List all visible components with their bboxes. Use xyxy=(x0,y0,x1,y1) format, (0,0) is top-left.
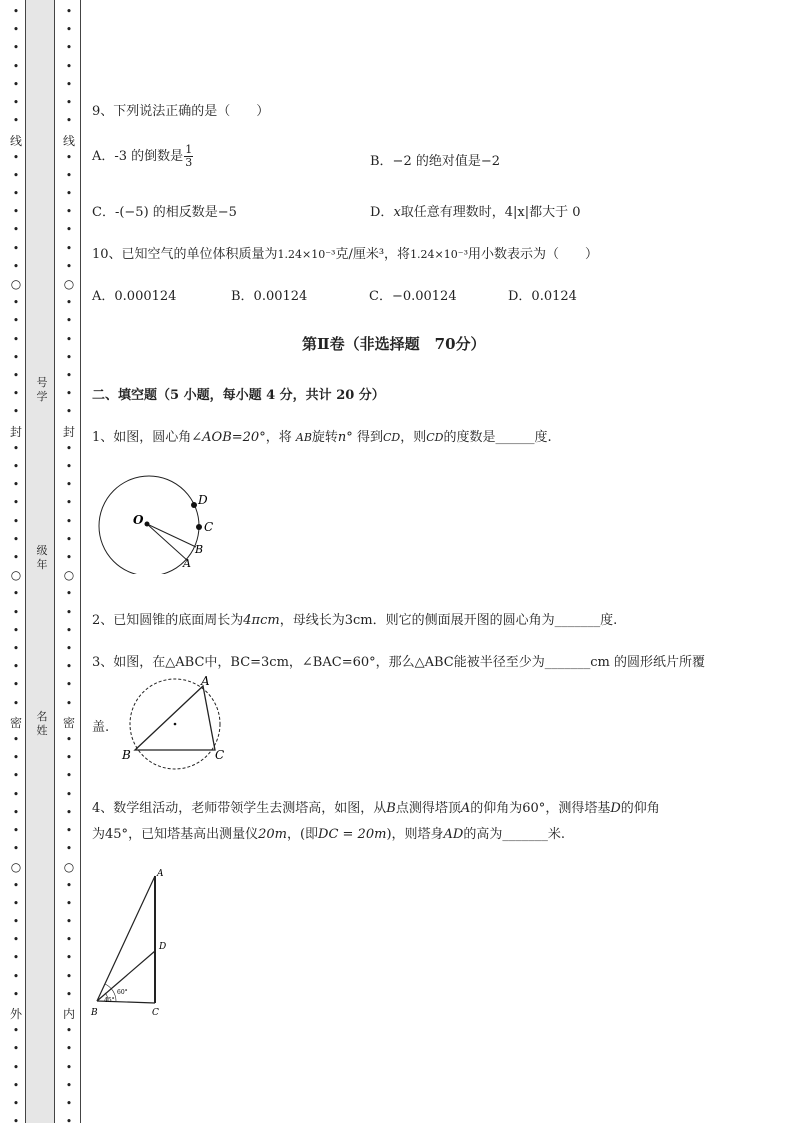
margin-label-char: 学 xyxy=(36,390,48,403)
question-10-option-d: D．0.0124 xyxy=(508,289,577,304)
margin-dot: • xyxy=(65,5,73,18)
margin-dot: • xyxy=(65,551,73,564)
label-c: C xyxy=(204,520,214,534)
margin-dot: • xyxy=(65,605,73,619)
tower-figure xyxy=(88,865,170,1020)
margin-dot: • xyxy=(12,387,20,401)
margin-dot: • xyxy=(12,660,20,674)
margin-label-char: 姓 xyxy=(36,724,48,737)
margin-dot: • xyxy=(12,587,20,601)
outer-seal-char: 封 xyxy=(9,425,22,439)
margin-dot: • xyxy=(12,314,20,328)
margin-dot: • xyxy=(65,296,73,310)
margin-dot: • xyxy=(65,1042,73,1056)
circle-figure xyxy=(95,474,225,574)
label-angle-60: 60° xyxy=(117,989,128,996)
margin-dot: • xyxy=(65,205,73,219)
margin-dot: • xyxy=(12,623,20,637)
circumcenter xyxy=(174,723,177,726)
margin-dot: • xyxy=(12,350,20,364)
question-9-option-d: D．x取任意有理数时，4|x|都大于 0 xyxy=(370,205,581,220)
margin-dot: • xyxy=(12,296,20,310)
label-o: O xyxy=(133,513,144,527)
label-b: B xyxy=(122,748,131,762)
margin-dot: • xyxy=(12,787,20,801)
margin-dot: • xyxy=(12,259,20,273)
margin-dot: • xyxy=(65,623,73,637)
margin-dot: • xyxy=(65,751,73,765)
fill-1-stem: 1、如图，圆心角∠AOB=20°，将 AB旋转n° 得到CD，则CD的度数是______度. xyxy=(92,430,552,445)
margin-dot: • xyxy=(12,551,20,564)
margin-dot: • xyxy=(65,642,73,655)
margin-dot: • xyxy=(65,951,73,965)
outer-seal-char: 线 xyxy=(9,134,22,148)
margin-dot: • xyxy=(12,1115,20,1129)
margin-dot: • xyxy=(65,41,73,55)
margin-dot: • xyxy=(65,114,73,128)
margin-dot: • xyxy=(12,915,20,928)
inner-seal-char: ○ xyxy=(63,860,75,874)
margin-dot: • xyxy=(65,369,73,382)
arc-cd: CD xyxy=(426,431,444,444)
margin-dot: • xyxy=(12,1042,20,1056)
margin-border-mid xyxy=(54,0,55,1123)
margin-dot: • xyxy=(65,514,73,528)
margin-dot: • xyxy=(65,332,73,346)
grade-label xyxy=(34,544,50,572)
margin-dot: • xyxy=(12,514,20,528)
label-a: A xyxy=(201,674,210,688)
fill-in-section-heading: 二、填空题（5 小题，每小题 4 分，共计 20 分） xyxy=(92,388,385,403)
inner-seal-char: 密 xyxy=(62,716,75,730)
margin-dot: • xyxy=(12,496,20,510)
question-10-option-c: C．−0.00124 xyxy=(369,289,457,304)
fill-4-stem-line2: 为45°，已知塔基高出测量仪20m，(即DC = 20m)，则塔身AD的高为_______米. xyxy=(92,827,565,842)
margin-dot: • xyxy=(65,678,73,692)
margin-dot: • xyxy=(12,59,20,73)
margin-dot: • xyxy=(12,114,20,128)
question-9-option-c: C．-(−5) 的相反数是−5 xyxy=(92,205,237,220)
point-c xyxy=(196,524,202,530)
margin-dot: • xyxy=(12,77,20,91)
margin-dot: • xyxy=(12,369,20,382)
margin-dot: • xyxy=(65,441,73,455)
margin-dot: • xyxy=(65,842,73,856)
margin-dot: • xyxy=(65,933,73,947)
label-d: D xyxy=(198,493,208,507)
margin-dot: • xyxy=(65,314,73,328)
question-9-stem: 9、下列说法正确的是（ ） xyxy=(92,104,270,119)
margin-label-char: 名 xyxy=(36,710,48,723)
margin-dot: • xyxy=(65,769,73,783)
margin-dot: • xyxy=(12,933,20,947)
margin-dot: • xyxy=(12,696,20,710)
margin-dot: • xyxy=(65,587,73,601)
margin-dot: • xyxy=(65,478,73,492)
margin-dot: • xyxy=(65,660,73,674)
margin-dot: • xyxy=(65,915,73,928)
margin-dot: • xyxy=(12,1024,20,1038)
margin-dot: • xyxy=(12,1078,20,1092)
margin-dot: • xyxy=(65,187,73,200)
margin-dot: • xyxy=(65,241,73,255)
label-c: C xyxy=(215,748,225,762)
fraction-one-third: $\frac{1}{3}$ xyxy=(185,143,193,169)
inner-seal-char: 封 xyxy=(62,425,75,439)
margin-dot: • xyxy=(12,605,20,619)
question-9-option-a: A．-3 的倒数是 $\frac{1}{3}$ xyxy=(92,143,193,169)
outer-seal-char: ○ xyxy=(10,860,22,874)
margin-dot: • xyxy=(12,878,20,892)
margin-dot: • xyxy=(65,896,73,910)
margin-dot: • xyxy=(65,969,73,983)
margin-dot: • xyxy=(12,5,20,18)
radius-ob xyxy=(147,524,196,547)
fill-2-stem: 2、已知圆锥的底面周长为4πcm，母线长为3cm．则它的侧面展开图的圆心角为_______度. xyxy=(92,613,618,628)
margin-dot: • xyxy=(12,460,20,473)
label-angle-45: 45° xyxy=(104,997,115,1004)
margin-dot: • xyxy=(12,223,20,237)
question-10-option-a: A．0.000124 xyxy=(92,289,177,304)
margin-border-inner xyxy=(80,0,81,1123)
outer-seal-char: 外 xyxy=(9,1007,22,1021)
inner-seal-char: ○ xyxy=(63,568,75,582)
margin-dot: • xyxy=(65,77,73,91)
label-d: D xyxy=(159,942,167,952)
margin-dot: • xyxy=(65,460,73,473)
margin-dot: • xyxy=(65,150,73,164)
margin-dot: • xyxy=(12,205,20,219)
question-10-stem: 10、已知空气的单位体积质量为1.24×10⁻³克/厘米³，将1.24×10⁻³用小数表示为（ ） xyxy=(92,247,598,262)
margin-dot: • xyxy=(12,532,20,546)
fill-3-stem-line1: 3、如图，在△ABC中，BC=3cm，∠BAC=60°，那么△ABC能被半径至少为_______cm 的圆形纸片所覆 xyxy=(92,655,705,670)
margin-dot: • xyxy=(12,805,20,819)
margin-dot: • xyxy=(65,824,73,837)
margin-dot: • xyxy=(12,642,20,655)
margin-dot: • xyxy=(12,187,20,200)
margin-dot: • xyxy=(12,1097,20,1110)
margin-dot: • xyxy=(65,59,73,73)
margin-dot: • xyxy=(65,387,73,401)
margin-dot: • xyxy=(65,1115,73,1129)
margin-dot: • xyxy=(65,805,73,819)
margin-dot: • xyxy=(65,1060,73,1074)
center-point-o xyxy=(145,522,150,527)
radius-oa xyxy=(147,524,188,561)
margin-dot: • xyxy=(65,987,73,1001)
margin-dot: • xyxy=(65,23,73,37)
margin-dot: • xyxy=(65,1024,73,1038)
margin-dot: • xyxy=(12,41,20,55)
margin-dot: • xyxy=(12,969,20,983)
part-2-title: 第Ⅱ卷（非选择题 70分） xyxy=(302,335,486,353)
triangle-in-circle-figure xyxy=(117,672,229,772)
label-a: A xyxy=(183,557,191,570)
margin-dot: • xyxy=(12,23,20,37)
margin-dot: • xyxy=(12,150,20,164)
margin-label-char: 级 xyxy=(36,544,48,557)
question-9-option-b: B．−2 的绝对值是−2 xyxy=(370,154,501,169)
margin-dot: • xyxy=(65,496,73,510)
margin-dot: • xyxy=(65,168,73,182)
outer-seal-char: ○ xyxy=(10,277,22,291)
margin-dot: • xyxy=(12,769,20,783)
margin-dot: • xyxy=(65,259,73,273)
margin-dot: • xyxy=(12,441,20,455)
point-d xyxy=(191,502,197,508)
margin-dot: • xyxy=(65,1078,73,1092)
outer-seal-char: 密 xyxy=(9,716,22,730)
margin-dot: • xyxy=(12,733,20,746)
margin-dot: • xyxy=(65,350,73,364)
name-label xyxy=(34,710,50,738)
margin-dot: • xyxy=(12,241,20,255)
margin-dot: • xyxy=(12,824,20,837)
margin-dot: • xyxy=(65,532,73,546)
label-a: A xyxy=(157,869,164,879)
margin-dot: • xyxy=(12,478,20,492)
label-c: C xyxy=(152,1008,159,1018)
outer-seal-char: ○ xyxy=(10,568,22,582)
margin-dot: • xyxy=(65,787,73,801)
student-number-label xyxy=(34,376,50,404)
margin-dot: • xyxy=(12,951,20,965)
margin-dot: • xyxy=(12,842,20,856)
inner-seal-char: 内 xyxy=(62,1007,75,1021)
margin-dot: • xyxy=(65,223,73,237)
margin-dot: • xyxy=(12,96,20,109)
label-b: B xyxy=(91,1008,98,1018)
arc-cd: CD xyxy=(382,431,401,444)
margin-dot: • xyxy=(65,696,73,710)
margin-dot: • xyxy=(12,751,20,765)
margin-dot: • xyxy=(65,878,73,892)
inner-seal-char: ○ xyxy=(63,277,75,291)
margin-dot: • xyxy=(12,896,20,910)
margin-dot: • xyxy=(12,1060,20,1074)
margin-dot: • xyxy=(12,678,20,692)
triangle-abc xyxy=(135,686,215,750)
margin-dot: • xyxy=(12,405,20,419)
question-10-option-b: B．0.00124 xyxy=(231,289,308,304)
label-b: B xyxy=(195,543,204,556)
margin-dot: • xyxy=(65,405,73,419)
margin-label-char: 号 xyxy=(36,376,48,389)
sight-line-ba xyxy=(97,876,155,1001)
fill-3-stem-line2: 盖. xyxy=(92,720,110,735)
inner-seal-char: 线 xyxy=(62,134,75,148)
margin-dot: • xyxy=(12,168,20,182)
margin-dot: • xyxy=(65,1097,73,1110)
margin-dot: • xyxy=(65,96,73,109)
margin-dot: • xyxy=(12,987,20,1001)
arc-ab: AB xyxy=(295,431,312,444)
fill-4-stem-line1: 4、数学组活动，老师带领学生去测塔高，如图，从B点测得塔顶A的仰角为60°，测得塔基D的仰角 xyxy=(92,801,660,816)
margin-dot: • xyxy=(65,733,73,746)
margin-dot: • xyxy=(12,332,20,346)
margin-label-char: 年 xyxy=(36,558,48,571)
